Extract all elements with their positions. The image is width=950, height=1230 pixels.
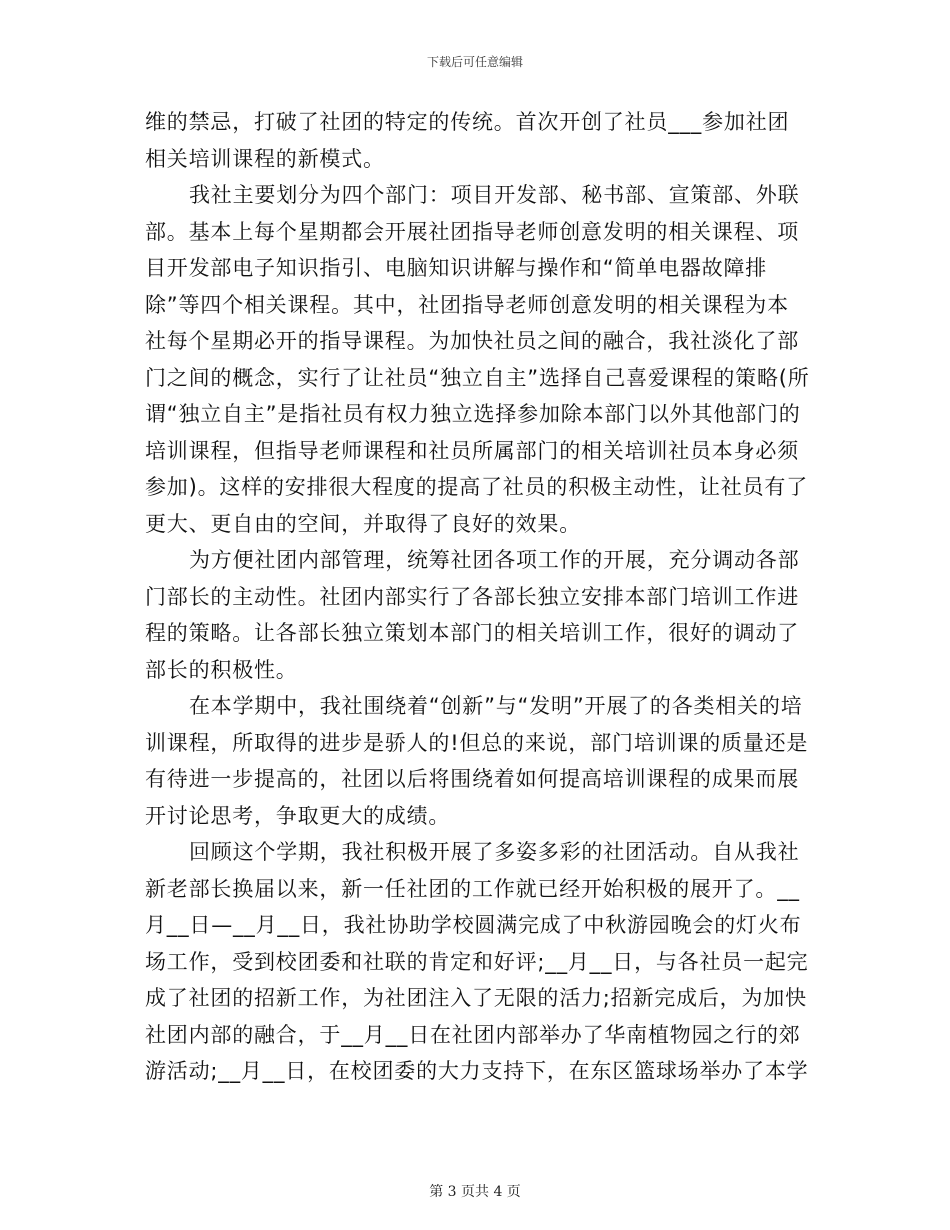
paragraph-1: 维的禁忌，打破了社团的特定的传统。首次开创了社员___参加社团相关培训课程的新模式。 xyxy=(145,110,790,171)
paragraph-4: 在本学期中，我社围绕着“创新”与“发明”开展了的各类相关的培训课程，所取得的进步是骄人的!但总的来说，部门培训课的质量还是有待进一步提高的，社团以后将围绕着如何提高培训课程的成果而展开讨论思考，争取更大的成绩。 xyxy=(145,694,809,828)
paragraph-5: 回顾这个学期，我社积极开展了多姿多彩的社团活动。自从我社新老部长换届以来，新一任社团的工作就已经开始积极的展开了。__月__日—__月__日，我社协助学校圆满完成了中秋游园晚会的灯火布场工作，受到校团委和社联的肯定和好评;__月__日，与各社员一起完成了社团的招新工作，为社团注入了无限的活力;招新完成后，为加快社团内部的融合，于__月__日在社团内部举办了华南植物园之行的郊游活动;__月__日，在校团委的大力支持下，在东区篮球场举办了本学 xyxy=(145,840,809,1083)
document-body xyxy=(145,104,810,1090)
page-header: 下载后可任意编辑 xyxy=(426,55,523,69)
paragraph-3: 为方便社团内部管理，统筹社团各项工作的开展，充分调动各部门部长的主动性。社团内部实行了各部长独立安排本部门培训工作进程的策略。让各部长独立策划本部门的相关培训工作，很好的调动了部长的积极性。 xyxy=(145,548,800,682)
paragraph-2: 我社主要划分为四个部门：项目开发部、秘书部、宣策部、外联部。基本上每个星期都会开展社团指导老师创意发明的相关课程、项目开发部电子知识指引、电脑知识讲解与操作和“简单电器故障排除”等四个相关课程。其中，社团指导老师创意发明的相关课程为本社每个星期必开的指导课程。为加快社员之间的融合，我社淡化了部门之间的概念，实行了让社员“独立自主”选择自己喜爱课程的策略(所谓“独立自主”是指社员有权力独立选择参加除本部门以外其他部门的培训课程，但指导老师课程和社员所属部门的相关培训社员本身必须参加)。这样的安排很大程度的提高了社员的积极主动性，让社员有了更大、更自由的空间，并取得了良好的效果。 xyxy=(145,183,810,536)
page-footer: 第 3 页共 4 页 xyxy=(429,1184,521,1200)
